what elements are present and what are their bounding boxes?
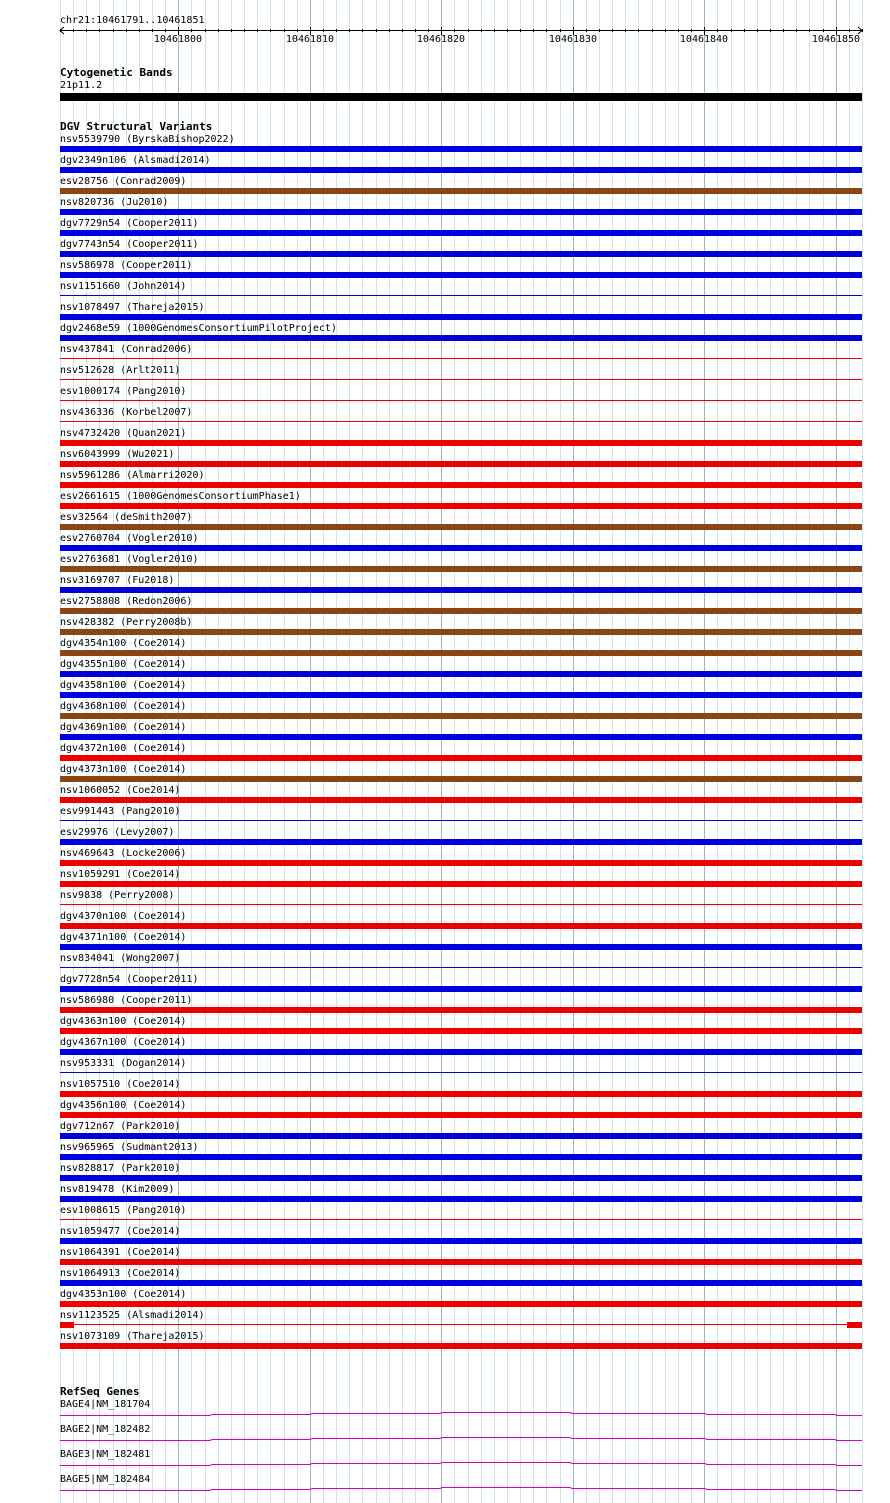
variant-label[interactable]: nsv1059291 (Coe2014)	[60, 869, 181, 880]
gene-label[interactable]: BAGE5|NM_182484	[60, 1474, 151, 1485]
gene-model[interactable]	[0, 1432, 890, 1442]
variant-label[interactable]: dgv2468e59 (1000GenomesConsortiumPilotProject)	[60, 323, 337, 334]
location-label: chr21:10461791..10461851	[60, 15, 205, 26]
variant-bar[interactable]	[60, 734, 862, 740]
variant-label[interactable]: nsv1057510 (Coe2014)	[60, 1079, 181, 1090]
variant-intron-line[interactable]	[60, 1324, 862, 1325]
variant-label[interactable]: dgv4367n100 (Coe2014)	[60, 1037, 187, 1048]
variant-label[interactable]: nsv819478 (Kim2009)	[60, 1184, 175, 1195]
variant-bar[interactable]	[60, 503, 862, 509]
cytoband-label: 21p11.2	[60, 80, 103, 91]
variant-label[interactable]: dgv7728n54 (Cooper2011)	[60, 974, 199, 985]
variant-bar[interactable]	[60, 524, 862, 530]
variant-line[interactable]	[60, 967, 862, 968]
gene-model[interactable]	[0, 1482, 890, 1492]
variant-bar[interactable]	[60, 650, 862, 656]
variant-label[interactable]: nsv586980 (Cooper2011)	[60, 995, 193, 1006]
variant-bar[interactable]	[60, 1175, 862, 1181]
variant-bar[interactable]	[60, 1154, 862, 1160]
variant-label[interactable]: nsv1060052 (Coe2014)	[60, 785, 181, 796]
variant-label[interactable]: esv29976 (Levy2007)	[60, 827, 175, 838]
variant-line[interactable]	[60, 1219, 862, 1220]
variant-bar[interactable]	[60, 629, 862, 635]
variant-label[interactable]: esv1000174 (Pang2010)	[60, 386, 187, 397]
variant-bar[interactable]	[60, 608, 862, 614]
variant-label[interactable]: dgv4369n100 (Coe2014)	[60, 722, 187, 733]
variant-line[interactable]	[60, 820, 862, 821]
variant-label[interactable]: dgv712n67 (Park2010)	[60, 1121, 181, 1132]
variant-bar[interactable]	[60, 1007, 862, 1013]
variant-bar[interactable]	[60, 482, 862, 488]
gene-label[interactable]: BAGE4|NM_181704	[60, 1399, 151, 1410]
variant-label[interactable]: nsv1073109 (Thareja2015)	[60, 1331, 205, 1342]
variant-label[interactable]: nsv1059477 (Coe2014)	[60, 1226, 181, 1237]
variant-bar[interactable]	[60, 1112, 862, 1118]
variant-bar[interactable]	[60, 209, 862, 215]
variant-label[interactable]: nsv436336 (Korbel2007)	[60, 407, 193, 418]
variant-bar[interactable]	[60, 755, 862, 761]
dgv-title: DGV Structural Variants	[60, 120, 213, 133]
variant-label[interactable]: nsv1064913 (Coe2014)	[60, 1268, 181, 1279]
variant-block[interactable]	[60, 1322, 74, 1328]
refseq-title: RefSeq Genes	[60, 1385, 140, 1398]
variant-bar[interactable]	[60, 860, 862, 866]
variant-label[interactable]: nsv4732420 (Quan2021)	[60, 428, 187, 439]
cytobands-title: Cytogenetic Bands	[60, 66, 173, 79]
variant-bar[interactable]	[60, 1133, 862, 1139]
variant-label[interactable]: nsv3169707 (Fu2018)	[60, 575, 175, 586]
variant-label[interactable]: esv2661615 (1000GenomesConsortiumPhase1)	[60, 491, 301, 502]
variant-bar[interactable]	[60, 587, 862, 593]
variant-line[interactable]	[60, 295, 862, 296]
variant-block[interactable]	[847, 1322, 862, 1328]
variant-label[interactable]: dgv4358n100 (Coe2014)	[60, 680, 187, 691]
variant-label[interactable]: nsv1123525 (Alsmadi2014)	[60, 1310, 205, 1321]
variant-bar[interactable]	[60, 167, 862, 173]
variant-bar[interactable]	[60, 1028, 862, 1034]
variant-line[interactable]	[60, 1072, 862, 1073]
gene-intron-line[interactable]	[60, 1488, 862, 1491]
variant-line[interactable]	[60, 400, 862, 401]
variant-label[interactable]: nsv1151660 (John2014)	[60, 281, 187, 292]
variant-label[interactable]: nsv1078497 (Thareja2015)	[60, 302, 205, 313]
variant-label[interactable]: nsv5961286 (Almarri2020)	[60, 470, 205, 481]
variant-bar[interactable]	[60, 797, 862, 803]
variant-bar[interactable]	[60, 1238, 862, 1244]
tick-label: 10461800	[153, 34, 203, 45]
gene-model[interactable]	[0, 1407, 890, 1417]
tick-label: 10461850	[811, 34, 861, 45]
variant-bar[interactable]	[60, 923, 862, 929]
variant-label[interactable]: esv32564 (deSmith2007)	[60, 512, 193, 523]
variant-label[interactable]: nsv834041 (Wong2007)	[60, 953, 181, 964]
variant-label[interactable]: dgv4373n100 (Coe2014)	[60, 764, 187, 775]
variant-label[interactable]: nsv953331 (Dogan2014)	[60, 1058, 187, 1069]
variant-line[interactable]	[60, 358, 862, 359]
variant-label[interactable]: nsv512628 (Arlt2011)	[60, 365, 181, 376]
variant-bar[interactable]	[60, 776, 862, 782]
variant-bar[interactable]	[60, 314, 862, 320]
variant-bar[interactable]	[60, 335, 862, 341]
variant-bar[interactable]	[60, 146, 862, 152]
tick-label: 10461840	[679, 34, 729, 45]
variant-line[interactable]	[60, 904, 862, 905]
variant-label[interactable]: esv2758808 (Redon2006)	[60, 596, 193, 607]
variant-label[interactable]: dgv4372n100 (Coe2014)	[60, 743, 187, 754]
variant-label[interactable]: nsv820736 (Ju2010)	[60, 197, 169, 208]
variant-label[interactable]: esv2763681 (Vogler2010)	[60, 554, 199, 565]
variant-label[interactable]: dgv4353n100 (Coe2014)	[60, 1289, 187, 1300]
tick-label: 10461820	[416, 34, 466, 45]
variant-label[interactable]: nsv5539790 (ByrskaBishop2022)	[60, 134, 235, 145]
variant-bar[interactable]	[60, 713, 862, 719]
variant-bar[interactable]	[60, 230, 862, 236]
variant-label[interactable]: nsv828817 (Park2010)	[60, 1163, 181, 1174]
variant-bar[interactable]	[60, 1280, 862, 1286]
variant-line[interactable]	[60, 379, 862, 380]
variant-label[interactable]: dgv2349n106 (Alsmadi2014)	[60, 155, 211, 166]
cytoband-bar[interactable]	[60, 93, 862, 101]
gene-intron-line[interactable]	[60, 1438, 862, 1441]
gene-label[interactable]: BAGE2|NM_182482	[60, 1424, 151, 1435]
variant-bar[interactable]	[60, 251, 862, 257]
gene-intron-line[interactable]	[60, 1463, 862, 1466]
variant-bar[interactable]	[60, 881, 862, 887]
gene-label[interactable]: BAGE3|NM_182481	[60, 1449, 151, 1460]
variant-label[interactable]: dgv4371n100 (Coe2014)	[60, 932, 187, 943]
variant-bar[interactable]	[60, 566, 862, 572]
variant-bar[interactable]	[60, 1301, 862, 1307]
variant-label[interactable]: dgv4368n100 (Coe2014)	[60, 701, 187, 712]
variant-label[interactable]: dgv7729n54 (Cooper2011)	[60, 218, 199, 229]
gene-intron-line[interactable]	[60, 1413, 862, 1416]
variant-bar[interactable]	[60, 839, 862, 845]
tick-label: 10461810	[285, 34, 335, 45]
variant-bar[interactable]	[60, 545, 862, 551]
variant-bar[interactable]	[60, 1049, 862, 1055]
variant-label[interactable]: dgv7743n54 (Cooper2011)	[60, 239, 199, 250]
variant-label[interactable]: nsv469643 (Locke2006)	[60, 848, 187, 859]
variant-label[interactable]: nsv965965 (Sudmant2013)	[60, 1142, 199, 1153]
variant-label[interactable]: dgv4363n100 (Coe2014)	[60, 1016, 187, 1027]
gene-model[interactable]	[0, 1457, 890, 1467]
variant-bar[interactable]	[60, 461, 862, 467]
variant-label[interactable]: esv2760704 (Vogler2010)	[60, 533, 199, 544]
variant-label[interactable]: nsv9838 (Perry2008)	[60, 890, 175, 901]
variant-label[interactable]: dgv4354n100 (Coe2014)	[60, 638, 187, 649]
variant-bar[interactable]	[60, 692, 862, 698]
variant-bar[interactable]	[60, 1091, 862, 1097]
variant-label[interactable]: esv28756 (Conrad2009)	[60, 176, 187, 187]
variant-label[interactable]: nsv428382 (Perry2008b)	[60, 617, 193, 628]
variant-bar[interactable]	[60, 188, 862, 194]
variant-bar[interactable]	[60, 671, 862, 677]
variant-label[interactable]: esv1008615 (Pang2010)	[60, 1205, 187, 1216]
variant-label[interactable]: nsv586978 (Cooper2011)	[60, 260, 193, 271]
variant-label[interactable]: nsv6043999 (Wu2021)	[60, 449, 175, 460]
variant-bar[interactable]	[60, 272, 862, 278]
variant-label[interactable]: nsv437841 (Conrad2006)	[60, 344, 193, 355]
variant-bar[interactable]	[60, 1196, 862, 1202]
variant-label[interactable]: nsv1064391 (Coe2014)	[60, 1247, 181, 1258]
variant-label[interactable]: dgv4370n100 (Coe2014)	[60, 911, 187, 922]
variant-bar[interactable]	[60, 440, 862, 446]
variant-bar[interactable]	[60, 1259, 862, 1265]
variant-bar[interactable]	[60, 1343, 862, 1349]
tick-label: 10461830	[548, 34, 598, 45]
variant-line[interactable]	[60, 421, 862, 422]
variant-label[interactable]: esv991443 (Pang2010)	[60, 806, 181, 817]
variant-label[interactable]: dgv4356n100 (Coe2014)	[60, 1100, 187, 1111]
variant-label[interactable]: dgv4355n100 (Coe2014)	[60, 659, 187, 670]
variant-bar[interactable]	[60, 944, 862, 950]
variant-bar[interactable]	[60, 986, 862, 992]
